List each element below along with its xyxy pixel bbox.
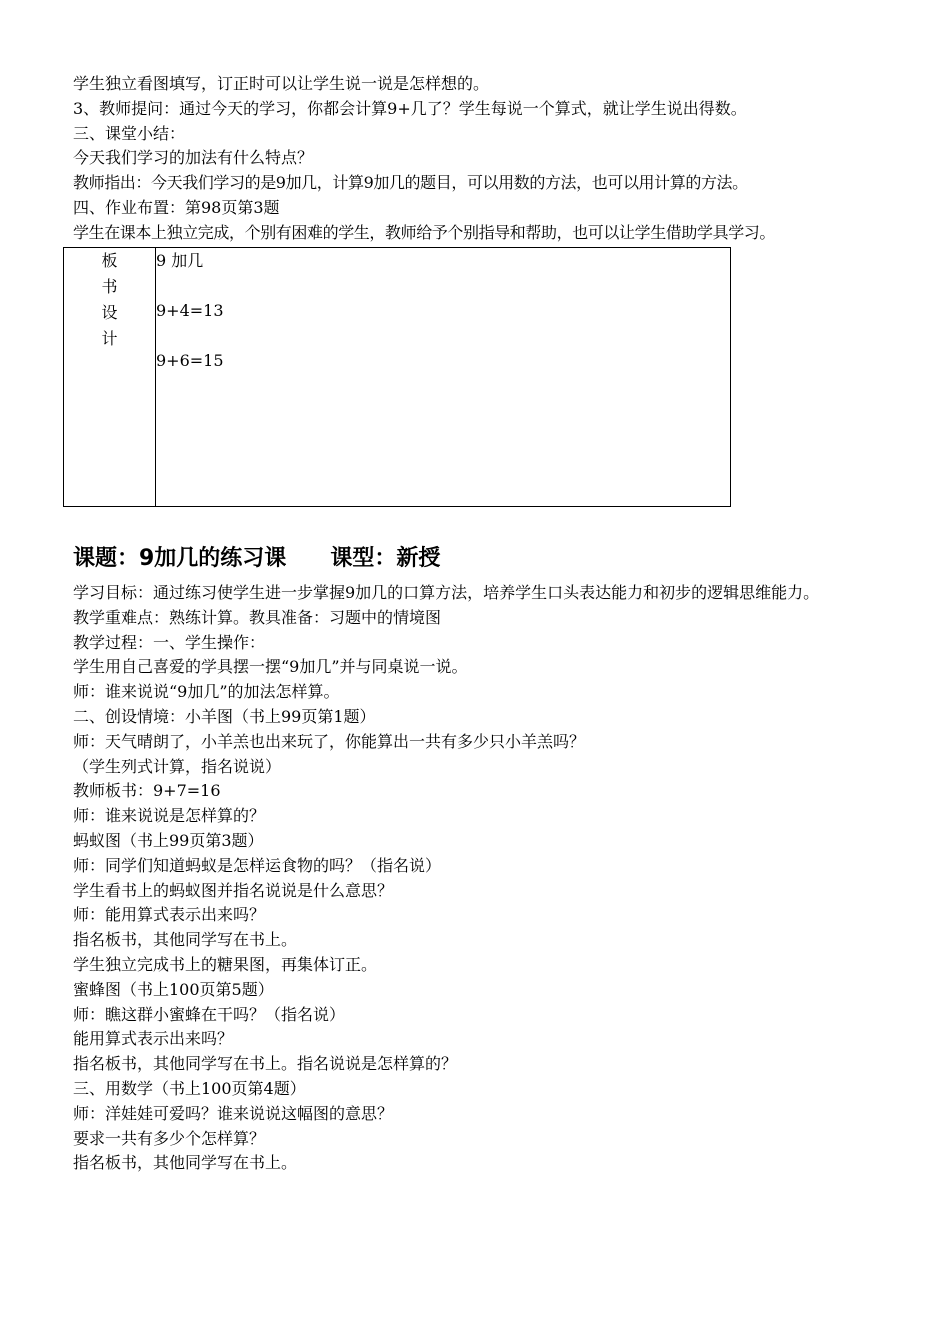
lesson-body	[73, 581, 903, 1176]
board-label-char: 板	[101, 251, 118, 270]
lesson-heading	[73, 541, 440, 572]
paragraph: 学生在课本上独立完成，个别有困难的学生，教师给予个别指导和帮助，也可以让学生借助学具学习。	[73, 222, 776, 242]
paragraph: 蚂蚁图（书上99页第3题）	[73, 830, 264, 850]
paragraph: 师：谁来说说“9加几”的加法怎样算。	[73, 682, 340, 702]
blackboard-design-table	[63, 247, 731, 507]
paragraph: 学生用自己喜爱的学具摆一摆“9加几”并与同桌说一说。	[73, 657, 468, 677]
paragraph: 师：天气晴朗了，小羊羔也出来玩了，你能算出一共有多少只小羊羔吗？	[73, 731, 586, 751]
section-heading: 教学过程：一、学生操作：	[73, 632, 266, 652]
paragraph: 学生独立完成书上的糖果图，再集体订正。	[73, 954, 378, 974]
paragraph: 蜜蜂图（书上100页第5题）	[73, 979, 274, 999]
paragraph: 师：洋娃娃可爱吗？谁来说说这幅图的意思？	[73, 1103, 394, 1123]
lesson-title: 课题：9加几的练习课	[73, 546, 287, 571]
board-label-char: 计	[101, 329, 118, 348]
paragraph: 学生独立看图填写，订正时可以让学生说一说是怎样想的。	[73, 74, 490, 93]
paragraph: 教师指出：今天我们学习的是9加几，计算9加几的题目，可以用数的方法，也可以用计算的方法。	[73, 173, 748, 193]
paragraph: 指名板书，其他同学写在书上。	[73, 1153, 298, 1173]
board-label-char: 设	[101, 303, 118, 322]
lesson-type: 课型：新授	[330, 546, 441, 571]
section-heading: 三、课堂小结：	[73, 123, 186, 143]
paragraph: 3、教师提问：通过今天的学习，你都会计算9+几了？学生每说一个算式，就让学生说出得数。	[73, 98, 747, 118]
board-label-cell	[64, 248, 156, 507]
section-heading: 四、作业布置：第98页第3题	[73, 197, 280, 217]
board-label-char: 书	[101, 277, 118, 296]
paragraph: 今天我们学习的加法有什么特点？	[73, 148, 314, 168]
paragraph: 师：能用算式表示出来吗？	[73, 905, 266, 925]
paragraph: 师：同学们知道蚂蚁是怎样运食物的吗？（指名说）	[73, 855, 442, 875]
paragraph: 师：谁来说说是怎样算的？	[73, 806, 266, 826]
paragraph: 教师板书：9+7=16	[73, 781, 221, 801]
lesson-continuation	[73, 72, 903, 246]
board-equation: 9+6=15	[156, 351, 224, 370]
paragraph: 学习目标：通过练习使学生进一步掌握9加几的口算方法，培养学生口头表达能力和初步的逻辑思维能力。	[73, 583, 820, 602]
paragraph: 师：瞧这群小蜜蜂在干吗？（指名说）	[73, 1004, 346, 1024]
board-equation: 9+4=13	[156, 301, 224, 320]
paragraph: 能用算式表示出来吗？	[73, 1029, 234, 1049]
paragraph: 要求一共有多少个怎样算？	[73, 1128, 266, 1148]
paragraph: 学生看书上的蚂蚁图并指名说说是什么意思？	[73, 880, 394, 900]
paragraph: （学生列式计算，指名说说）	[73, 756, 282, 776]
paragraph: 指名板书，其他同学写在书上。指名说说是怎样算的？	[73, 1054, 458, 1074]
board-title: 9 加几	[156, 251, 204, 270]
paragraph: 指名板书，其他同学写在书上。	[73, 930, 298, 950]
section-heading: 二、创设情境：小羊图（书上99页第1题）	[73, 706, 376, 726]
paragraph: 教学重难点：熟练计算。教具准备：习题中的情境图	[73, 607, 442, 627]
board-content-cell	[156, 248, 731, 507]
section-heading: 三、用数学（书上100页第4题）	[73, 1078, 306, 1098]
